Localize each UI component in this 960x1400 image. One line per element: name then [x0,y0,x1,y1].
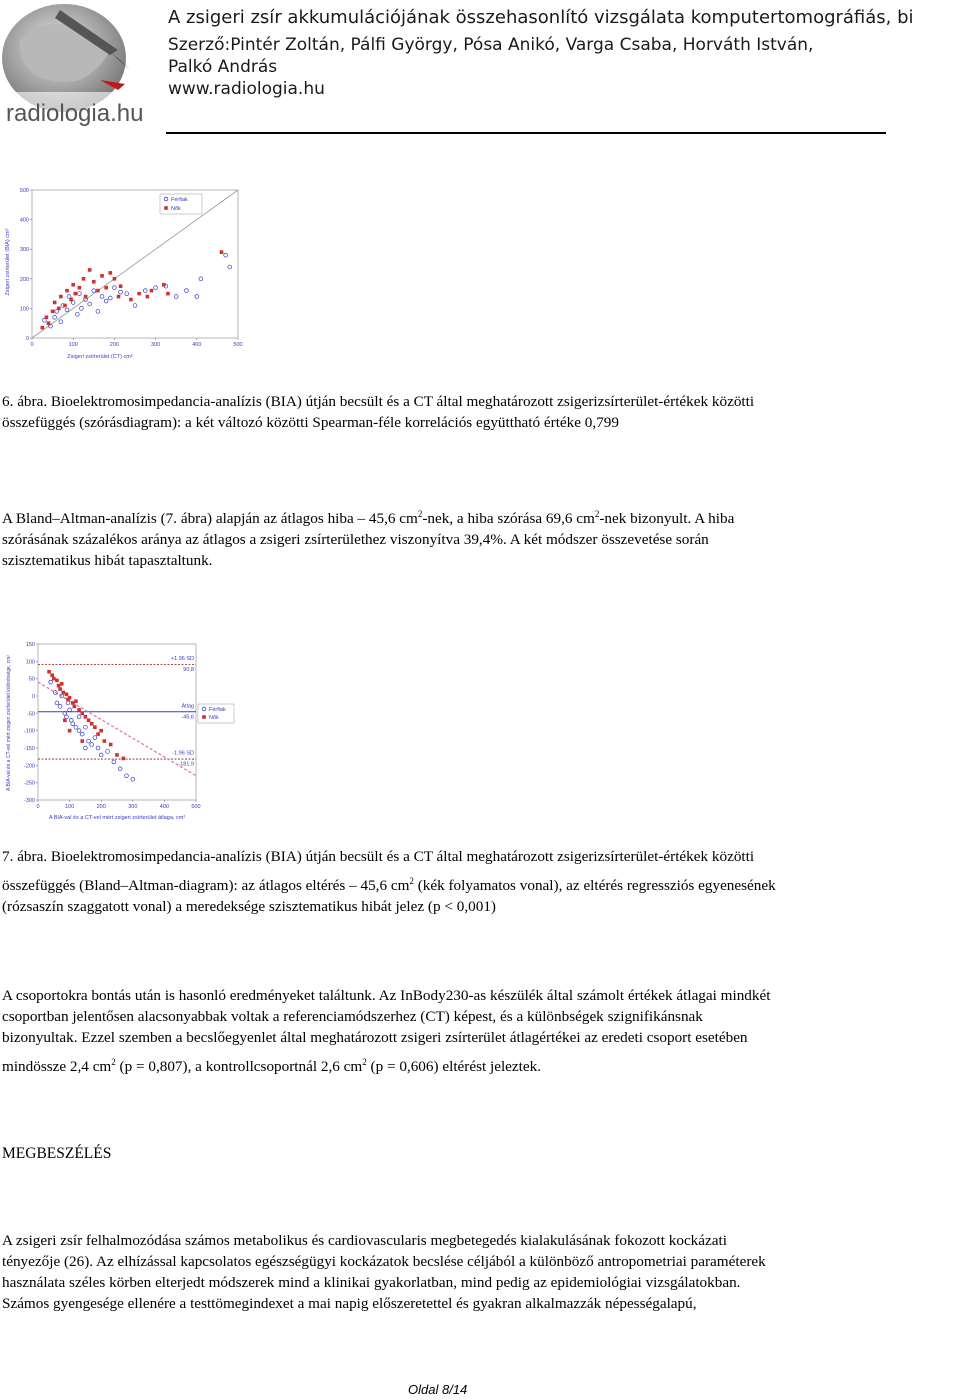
superscript: 2 [417,508,423,519]
text-span: mindössze 2,4 cm [2,1058,112,1075]
data-point-nok [99,729,103,733]
data-point-nok [103,739,107,743]
y-tick-label: 300 [19,247,29,254]
text-span: (p = 0,807), a kontrollcsoportnál 2,6 cm [115,1058,363,1075]
reference-line-label: +1.96 SD [170,656,194,663]
reference-line-value: 90,8 [183,667,194,674]
reference-line-label: Átlag [181,703,194,710]
x-tick-label: 100 [65,804,75,810]
x-tick-label: 300 [128,804,138,810]
legend-marker-nok [202,715,206,719]
data-point-nok [59,295,63,299]
data-point-nok [50,673,54,677]
data-point-nok [162,283,166,287]
text-span: A Bland–Altman-analízis (7. ábra) alapján az átlagos hiba – 45,6 cm [2,510,418,527]
data-point-nok [71,283,75,287]
y-tick-label: 150 [25,642,35,648]
data-point-nok [108,271,112,275]
legend-marker-nok [164,206,168,210]
data-point-nok [82,277,86,281]
legend-label-ferfiak: Férfiak [171,197,188,203]
y-tick-label: -300 [23,798,35,804]
y-tick-label: 200 [19,276,29,283]
data-point-nok [57,684,61,688]
data-point-nok [166,292,170,296]
website-link[interactable]: www.radiologia.hu [168,79,325,99]
data-point-nok [80,712,84,716]
data-point-nok [73,292,77,296]
reference-line-label: -1.96 SD [172,750,194,757]
data-point-nok [88,268,92,272]
data-point-nok [84,295,88,299]
data-point-nok [93,725,97,729]
x-tick-label: 200 [109,342,119,348]
document-title: A zsigeri zsír akkumulációjának összehasonlító vizsgálata komputertomográfiás, bi [168,7,914,28]
data-point-nok [90,722,94,726]
paragraph-line: tényezője (26). Az elhízással kapcsolatos egészségügyi kockázatok becslése céljából a különböző antropometriai paraméterek [2,1253,766,1270]
text-span: (kék folyamatos vonal), az eltérés regressziós egyenesének [413,877,776,894]
discussion-paragraph [2,1230,957,1314]
legend-label-ferfiak: Férfiak [209,707,226,713]
data-point-nok [73,705,77,709]
y-tick-label: -100 [23,728,35,735]
figure-7-caption [2,846,957,917]
legend [160,194,202,214]
data-point-nok [137,292,141,296]
y-tick-label: -200 [23,763,35,770]
x-tick-label: 400 [192,342,202,348]
text-span: -nek bizonyult. A hiba [599,510,735,527]
data-point-nok [78,286,82,290]
authors-line-1: Szerző:Pintér Zoltán, Pálfi György, Pósa Anikó, Varga Csaba, Horváth István, [168,35,814,55]
y-tick-label: -250 [23,780,35,787]
data-point-nok [58,687,62,691]
paragraph-line: szórásának százalékos aránya az átlagos a zsigeri zsírterülethez viszonyítva 39,4%. A két módszer összevetése során [2,531,709,548]
data-point-nok [68,729,72,733]
x-tick-label: 300 [151,342,161,348]
data-point-nok [51,310,55,314]
data-point-nok [61,691,65,695]
legend-label-nok: Nők [209,715,219,721]
x-tick-label: 400 [159,804,169,810]
paragraph-line [2,508,957,529]
text-span: -nek, a hiba szórása 69,6 cm [422,510,595,527]
y-axis-label: A BIA-val és a CT-vel mért zsigeri zsírterület különbsége, cm² [6,655,12,791]
data-point-nok [47,670,51,674]
x-tick-label: 500 [191,804,201,810]
page-number: Oldal 8/14 [408,1382,468,1397]
data-point-nok [129,298,133,302]
authors-line-2: Palkó András [168,57,278,77]
data-point-nok [220,250,224,254]
y-tick-label: 500 [19,188,29,194]
data-point-nok [47,321,51,325]
x-tick-label: 500 [233,342,243,348]
x-axis-label: Zsigeri zsírterület (CT) cm² [67,354,133,360]
paragraph-line: A zsigeri zsír felhalmozódása számos metabolikus és cardiovascularis megbetegedés kialakulásának fokozott kockázati [2,1232,727,1249]
superscript: 2 [111,1056,116,1067]
y-tick-label: 100 [25,659,35,666]
figure-6-caption-line-2: összefüggés (szórásdiagram): a két változó közötti Spearman-féle korrelációs együttható értéke 0,799 [2,414,619,431]
superscript: 2 [594,508,600,519]
data-point-nok [115,753,119,757]
data-point-nok [84,715,88,719]
data-point-nok [63,304,67,308]
legend-label-nok: Nők [171,206,181,212]
data-point-nok [117,295,121,299]
data-point-nok [100,274,104,278]
paragraph-line: bizonyultak. Ezzel szemben a becslőegyenlet által meghatározott zsigeri zsírterület átlagértékei az eredeti csoport esetében [2,1029,748,1046]
figure-7-caption-line-1: 7. ábra. Bioelektromosimpedancia-analízis (BIA) útján becsült és a CT által meghatározott zsigerizsírterület-értékek közötti [2,848,755,865]
radiologia-logo [0,0,152,130]
data-point-nok [119,284,123,288]
data-point-nok [69,298,73,302]
data-point-nok [146,295,150,299]
data-point-nok [52,677,56,681]
data-point-nok [55,679,59,683]
paragraph-line: szisztematikus hibát tapasztaltunk. [2,552,213,569]
data-point-nok [122,757,126,761]
figure-6-caption [2,391,957,433]
data-point-nok [45,315,49,319]
x-tick-label: 0 [30,342,34,348]
data-point-nok [104,286,108,290]
figure-6-caption-line-1: 6. ábra. Bioelektromosimpedancia-analízis (BIA) útján becsült és a CT által meghatározott zsigerizsírterület-értékek közötti [2,393,755,410]
data-point-nok [71,701,75,705]
data-point-nok [53,301,57,305]
section-heading-discussion: MEGBESZÉLÉS [2,1145,112,1162]
x-tick-label: 100 [68,342,78,348]
x-tick-label: 0 [36,804,40,810]
y-axis-label: Zsigeri zsírterület (BIA) cm² [5,228,11,296]
data-point-nok [80,739,84,743]
figure-7-bland-altman [0,638,245,823]
data-point-nok [57,307,61,311]
paragraph-line: csoportban jelentősen alacsonyabbak voltak a referenciamódszerhez (CT) képest, és a különbségek szignifikánsnak [2,1008,703,1025]
text-span: összefüggés (Bland–Altman-diagram): az átlagos eltérés – 45,6 cm [2,877,410,894]
data-point-nok [96,289,100,293]
reference-line-value: -45,6 [181,714,194,721]
paragraph-line [2,1056,957,1077]
data-point-nok [65,289,69,293]
reference-line-value: -181,9 [178,761,194,768]
paragraph-line: Számos gyengesége ellenére a testtömegindexet a mai napig előszeretettel és gyakran alkalmazzák népességalapú, [2,1295,697,1312]
data-point-nok [68,696,72,700]
paragraph-line: A csoportokra bontás után is hasonló eredményeket találtunk. Az InBody230-as készülék által számolt értékek átlagai mindkét [2,987,771,1004]
data-point-nok [77,708,81,712]
groups-paragraph [2,985,957,1077]
logo-text: radiologia.hu [6,100,144,127]
x-axis-label: A BIA-val és a CT-vel mért zsigeri zsírterület átlaga, cm² [48,815,186,821]
data-point-nok [109,743,113,747]
x-tick-label: 200 [96,804,106,810]
data-point-nok [113,277,117,281]
bland-altman-paragraph [2,508,957,571]
y-tick-label: 400 [19,217,29,224]
figure-7-caption-line-2 [2,875,957,896]
data-point-nok [63,718,67,722]
y-tick-label: 50 [28,676,35,683]
plot-area [38,644,196,800]
data-point-nok [65,692,69,696]
data-point-nok [96,732,100,736]
legend [198,704,234,723]
figure-6-scatter [0,182,245,362]
data-point-nok [60,682,64,686]
y-tick-label: -150 [23,746,35,752]
superscript: 2 [409,875,414,886]
data-point-nok [87,718,91,722]
y-tick-label: -50 [27,711,35,718]
data-point-nok [41,326,45,330]
data-point-nok [92,280,96,284]
y-tick-label: 0 [31,694,35,700]
data-point-nok [74,699,78,703]
superscript: 2 [362,1056,367,1067]
paragraph-line: használata széles körben elterjedt módszerek mind a klinikai gyakorlatban, mind pedig az epidemiológiai vizsgálatokban. [2,1274,741,1291]
text-span: (p = 0,606) eltérést jeleztek. [366,1058,542,1075]
data-point-nok [150,289,154,293]
header-divider [166,132,886,134]
y-tick-label: 0 [25,336,29,342]
figure-7-caption-line-3: (rózsaszín szaggatott vonal) a meredeksége szisztematikus hibát jelez (p < 0,001) [2,898,496,915]
y-tick-label: 100 [19,306,29,313]
